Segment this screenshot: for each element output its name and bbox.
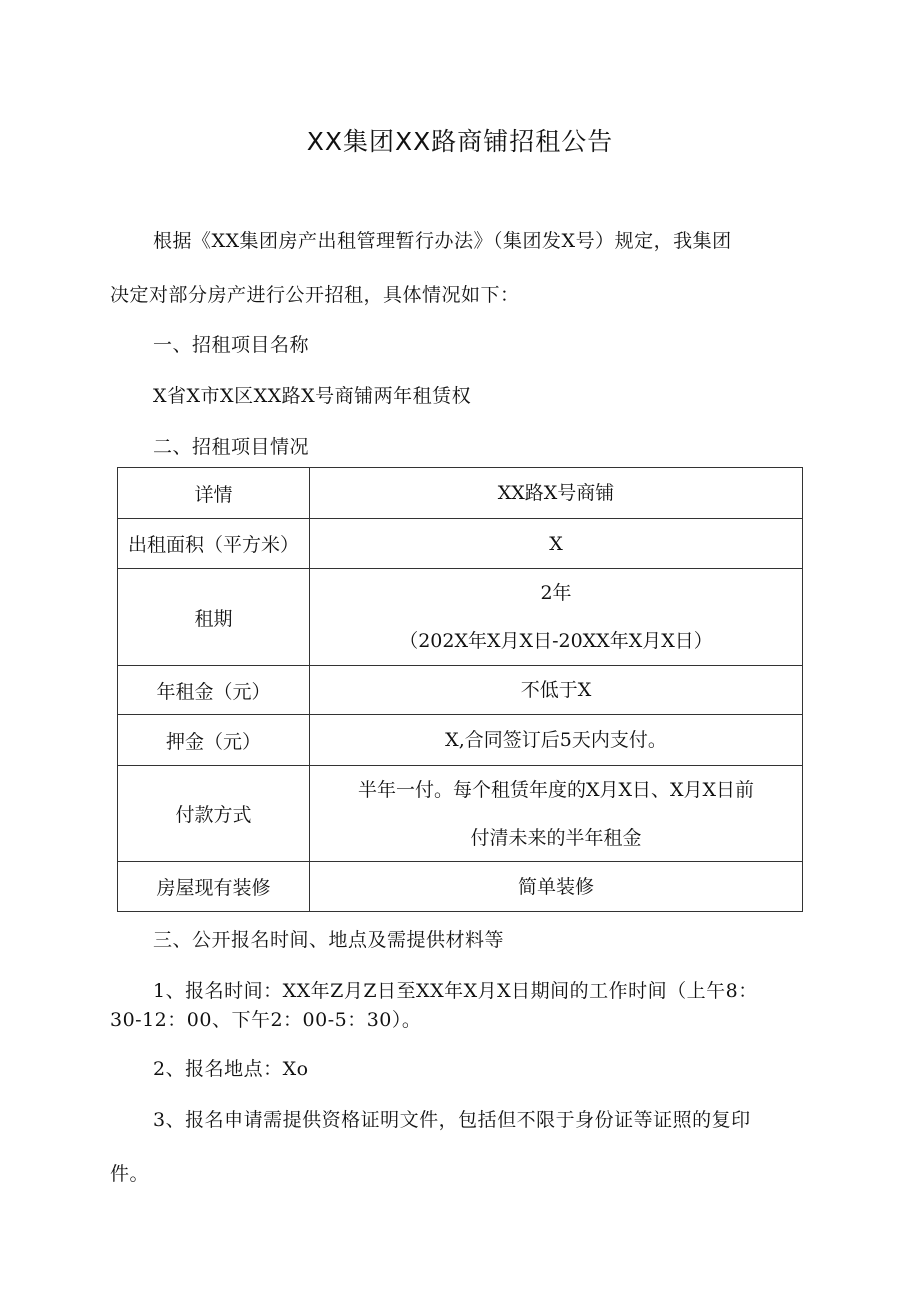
table-label-cell: 出租面积（平方米）	[118, 519, 310, 569]
item-1-line-1: 1、报名时间：XX年Z月Z日至XX年X月X日期间的工作时间（上午8：	[153, 980, 758, 1002]
table-row	[118, 666, 803, 715]
table-value-text: 半年一付。每个租赁年度的X月X日、X月X日前	[357, 778, 755, 801]
table-row	[118, 468, 803, 519]
section-1-content: X省X市X区XX路X号商铺两年租赁权	[153, 385, 472, 407]
table-label-cell: 付款方式	[118, 766, 310, 862]
table-row	[118, 862, 803, 912]
table-value-cell	[310, 666, 803, 715]
item-3-line-1: 3、报名申请需提供资格证明文件，包括但不限于身份证等证照的复印	[153, 1109, 751, 1131]
section-1-heading: 一、招租项目名称	[153, 334, 310, 356]
section-3-heading: 三、公开报名时间、地点及需提供材料等	[153, 929, 505, 951]
table-value-cell	[310, 519, 803, 569]
table-value-text: X,合同签订后5天内支付。	[445, 729, 667, 751]
table-value-cell	[310, 862, 803, 912]
table-value-cell	[310, 766, 803, 862]
table-value-text: 2年	[540, 582, 572, 604]
intro-paragraph-line-2: 决定对部分房产进行公开招租，具体情况如下：	[110, 284, 520, 306]
table-label-cell: 详情	[118, 468, 310, 519]
document-title: XX集团XX路商铺招租公告	[306, 127, 614, 156]
table-value-text: 付清未来的半年租金	[470, 826, 642, 849]
table-row	[118, 715, 803, 766]
table-row	[118, 569, 803, 666]
item-2: 2、报名地点：Xo	[153, 1058, 309, 1080]
table-value-cell	[310, 569, 803, 666]
table-value-text: 简单装修	[517, 875, 594, 898]
table-value-text: XX路X号商铺	[497, 482, 615, 504]
project-info-table	[117, 467, 803, 912]
item-3-line-2: 件。	[110, 1163, 150, 1185]
section-2-heading: 二、招租项目情况	[153, 436, 310, 458]
item-1-line-2: 30-12：00、下午2：00-5：30）。	[110, 1009, 422, 1031]
table-value-cell	[310, 715, 803, 766]
intro-paragraph-line-1: 根据《XX集团房产出租管理暂行办法》（集团发X号）规定，我集团	[153, 230, 732, 252]
table-value-text: 不低于X	[520, 679, 592, 701]
table-label-cell: 房屋现有装修	[118, 862, 310, 912]
table-label-cell: 租期	[118, 569, 310, 666]
table-value-cell	[310, 468, 803, 519]
table-value-text: （202X年X月X日-20XX年X月X日）	[399, 630, 713, 652]
table-label-cell: 押金（元）	[118, 715, 310, 766]
table-label-cell: 年租金（元）	[118, 666, 310, 715]
table-row	[118, 766, 803, 862]
table-row	[118, 519, 803, 569]
table-value-text: X	[549, 532, 563, 555]
